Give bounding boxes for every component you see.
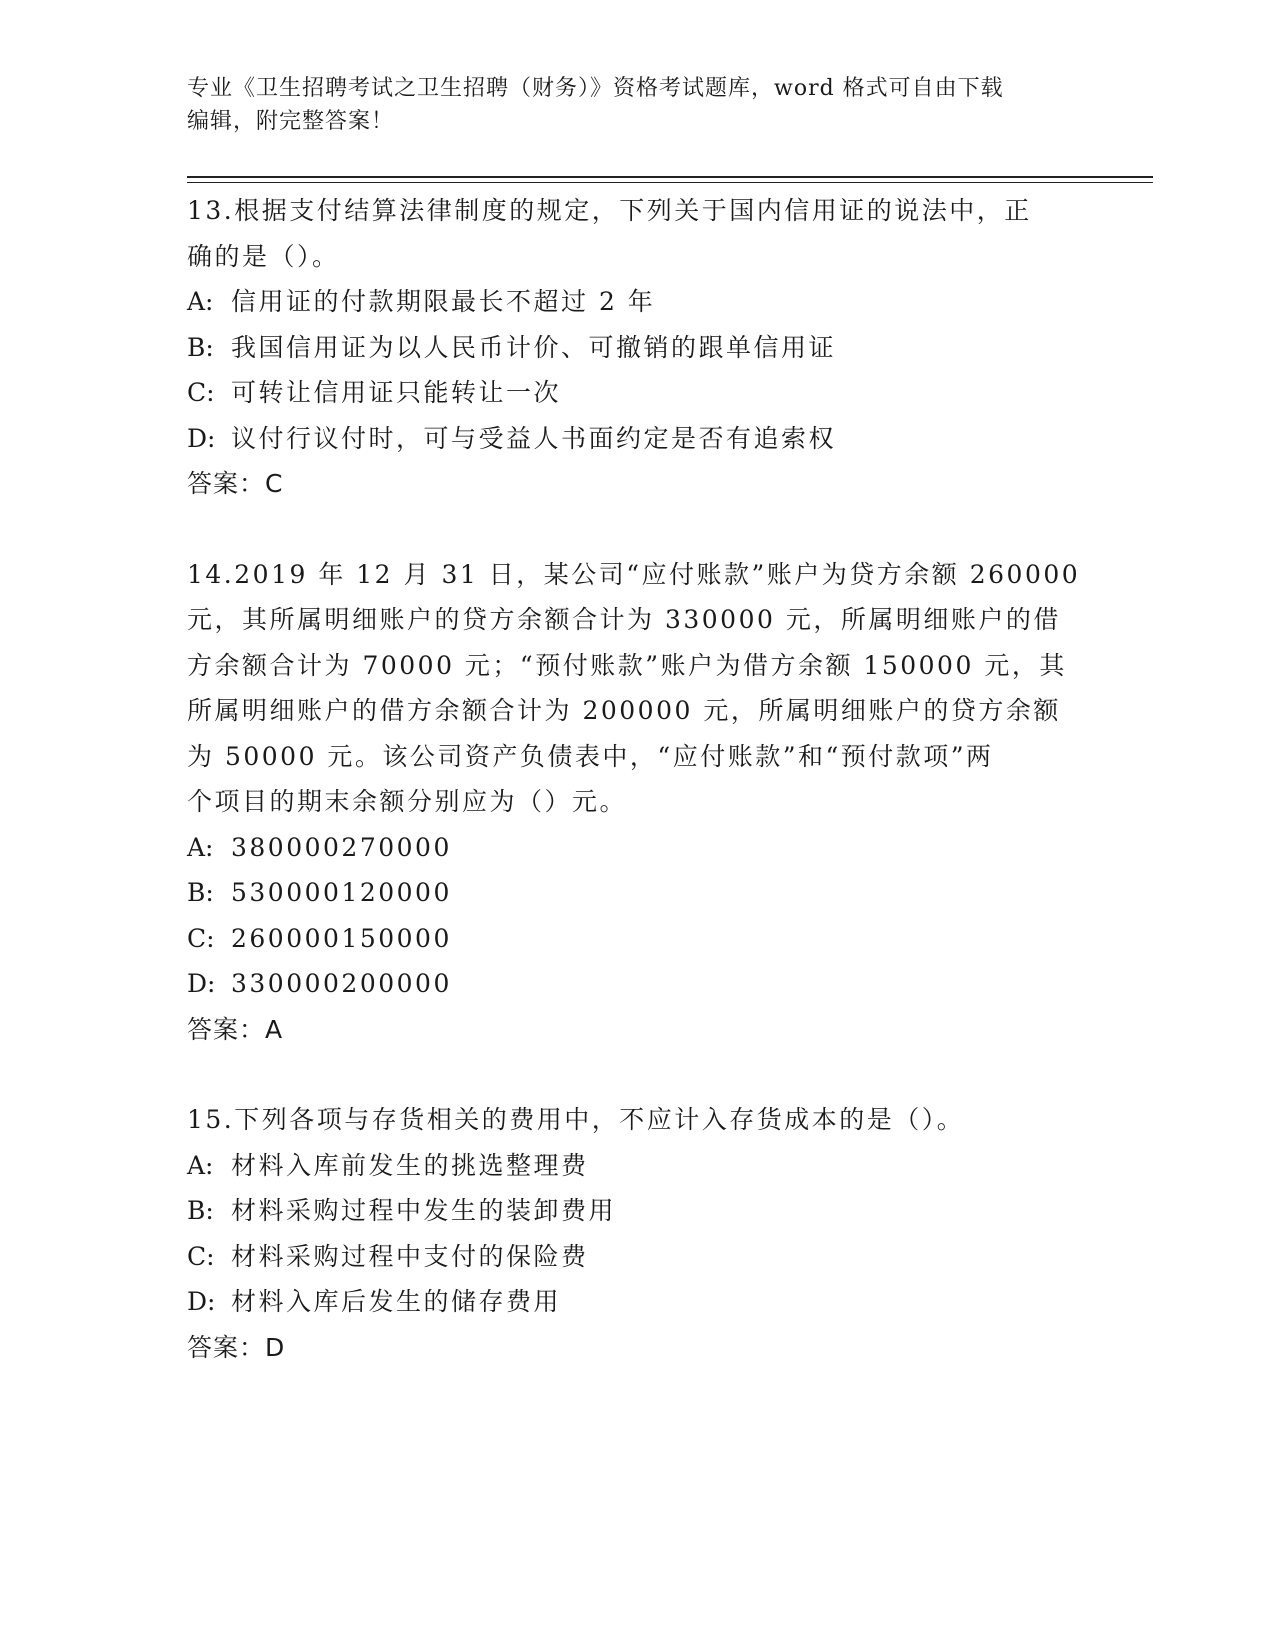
document-header	[187, 72, 1067, 138]
option-a	[187, 825, 1087, 871]
option-d	[187, 1279, 1087, 1325]
question-stem-line: 14.2019 年 12 月 31 日，某公司“应付账款”账户为贷方余额 260000	[187, 559, 1081, 589]
option-label: B:	[187, 878, 214, 907]
option-label: B:	[187, 1196, 214, 1225]
option-text: 380000270000	[231, 832, 452, 862]
option-label: C:	[187, 1241, 215, 1271]
header-line-1: 专业《卫生招聘考试之卫生招聘（财务）》资格考试题库，word 格式可自由下载	[187, 76, 1004, 101]
option-text: 我国信用证为以人民币计价、可撤销的跟单信用证	[231, 332, 837, 362]
option-d	[187, 961, 1087, 1007]
option-c	[187, 916, 1087, 962]
question-spacer	[187, 1052, 1087, 1097]
option-c	[187, 370, 1087, 416]
option-label: C:	[187, 923, 215, 953]
question-stem-line: 确的是（）。	[187, 241, 340, 271]
option-b	[187, 870, 1087, 916]
option-a	[187, 279, 1087, 325]
option-text: 260000150000	[231, 923, 452, 953]
question-spacer	[187, 507, 1087, 552]
option-text: 信用证的付款期限最长不超过 2 年	[231, 287, 656, 316]
option-c	[187, 1234, 1087, 1280]
option-label: B:	[187, 332, 214, 362]
question-15	[187, 1097, 1087, 1370]
question-stem-line: 为 50000 元。该公司资产负债表中，“应付账款”和“预付款项”两	[187, 741, 994, 771]
option-label: A:	[187, 287, 214, 316]
option-label: A:	[187, 832, 214, 862]
answer-line: 答案：D	[187, 1332, 286, 1362]
answer-line: 答案：C	[187, 469, 284, 498]
option-text: 可转让信用证只能转让一次	[231, 378, 562, 407]
option-label: D:	[187, 423, 216, 453]
question-stem-line: 13.根据支付结算法律制度的规定，下列关于国内信用证的说法中，正	[187, 196, 1032, 225]
option-text: 材料入库后发生的储存费用	[231, 1287, 562, 1316]
question-13	[187, 188, 1087, 507]
option-text: 330000200000	[231, 969, 452, 998]
option-label: D:	[187, 1287, 216, 1316]
question-list	[187, 188, 1087, 1370]
question-stem-line: 所属明细账户的借方余额合计为 200000 元，所属明细账户的贷方余额	[187, 696, 1061, 725]
option-label: D:	[187, 969, 216, 998]
option-text: 材料采购过程中支付的保险费	[231, 1241, 589, 1271]
question-stem-line: 个项目的期末余额分别应为（）元。	[187, 787, 628, 816]
option-a	[187, 1143, 1087, 1189]
header-line-2: 编辑，附完整答案！	[187, 109, 395, 134]
header-divider-thin	[187, 182, 1153, 183]
option-text: 材料入库前发生的挑选整理费	[231, 1150, 589, 1180]
option-text: 530000120000	[231, 878, 452, 907]
question-14	[187, 552, 1087, 1053]
answer-line: 答案：A	[187, 1014, 284, 1044]
option-label: A:	[187, 1150, 214, 1180]
question-stem-line: 方余额合计为 70000 元；“预付账款”账户为借方余额 150000 元，其	[187, 650, 1067, 680]
option-b	[187, 325, 1087, 371]
header-divider-thick	[187, 176, 1153, 178]
option-b	[187, 1188, 1087, 1234]
option-d	[187, 416, 1087, 462]
question-stem-line: 元，其所属明细账户的贷方余额合计为 330000 元，所属明细账户的借	[187, 605, 1061, 634]
option-text: 议付行议付时，可与受益人书面约定是否有追索权	[231, 423, 837, 453]
option-label: C:	[187, 378, 215, 407]
option-text: 材料采购过程中发生的装卸费用	[231, 1196, 617, 1225]
question-stem-line: 15.下列各项与存货相关的费用中，不应计入存货成本的是（）。	[187, 1105, 965, 1134]
